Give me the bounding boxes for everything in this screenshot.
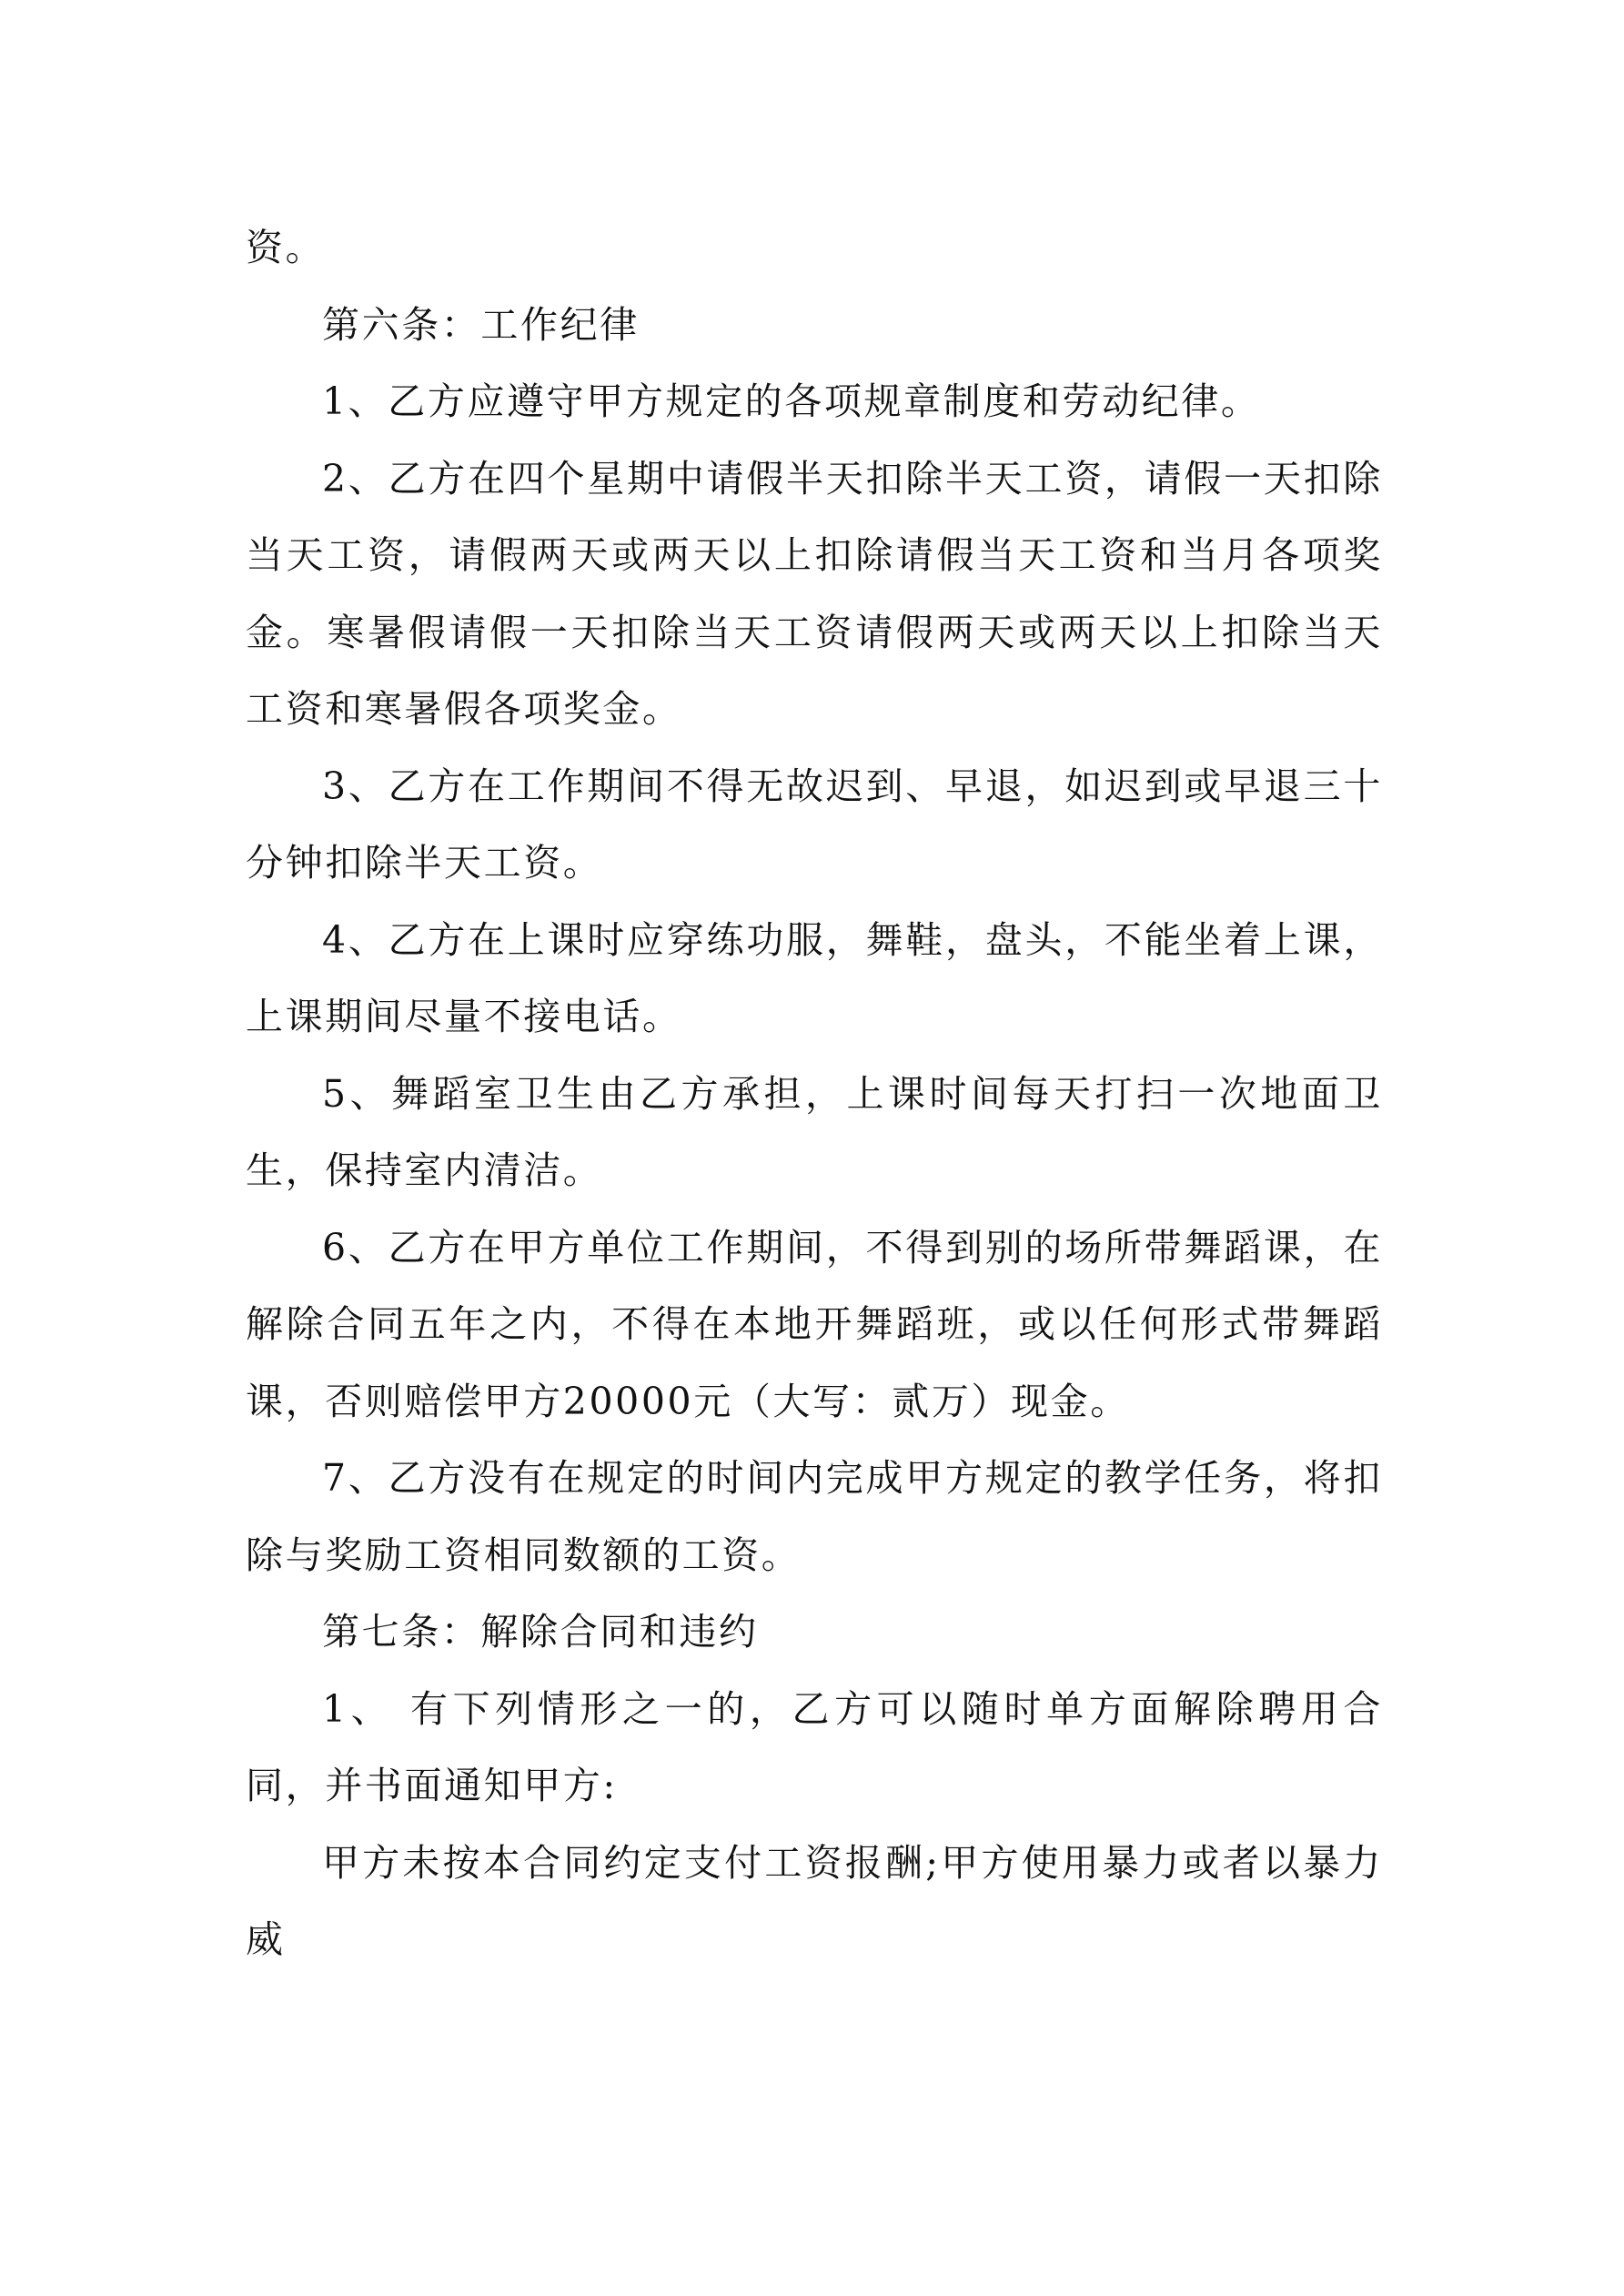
paragraph-continuation: 资。 [246,226,326,269]
section-heading-article-7: 第七条：解除合同和违约 [322,1610,759,1654]
clause-6-5: 5、舞蹈室卫生由乙方承担，上课时间每天打扫一次地面卫生，保持室内清洁。 [246,1071,1383,1192]
clause-6-3: 3、乙方在工作期间不得无故迟到、早退，如迟到或早退三十分钟扣除半天工资。 [246,764,1383,885]
clause-7-1-detail: 甲方未按本合同约定支付工资报酬;甲方使用暴力或者以暴力威 [246,1840,1383,1961]
clause-6-4: 4、乙方在上课时应穿练功服，舞鞋，盘头，不能坐着上课，上课期间尽量不接电话。 [246,917,1383,1038]
clause-6-2: 2、乙方在四个星期中请假半天扣除半天工资，请假一天扣除当天工资，请假两天或两天以上扣除请假当天工资和当月各项奖金。寒暑假请假一天扣除当天工资请假两天或两天以上扣除当天工资和寒暑假各项奖金。 [246,456,1383,731]
clause-6-6: 6、乙方在甲方单位工作期间，不得到别的场所带舞蹈课，在解除合同五年之内，不得在本地开舞蹈班，或以任何形式带舞蹈课，否则赔偿甲方20000元（大写：贰万）现金。 [246,1225,1383,1423]
clause-7-1: 1、 有下列情形之一的，乙方可以随时单方面解除聘用合同，并书面通知甲方: [246,1686,1383,1807]
document-body [246,209,1383,1978]
section-heading-article-6: 第六条：工作纪律 [322,302,640,347]
clause-6-1: 1、乙方应遵守甲方规定的各项规章制度和劳动纪律。 [322,379,1261,423]
clause-6-7: 7、乙方没有在规定的时间内完成甲方规定的教学任务，将扣除与奖励工资相同数额的工资。 [246,1456,1383,1577]
